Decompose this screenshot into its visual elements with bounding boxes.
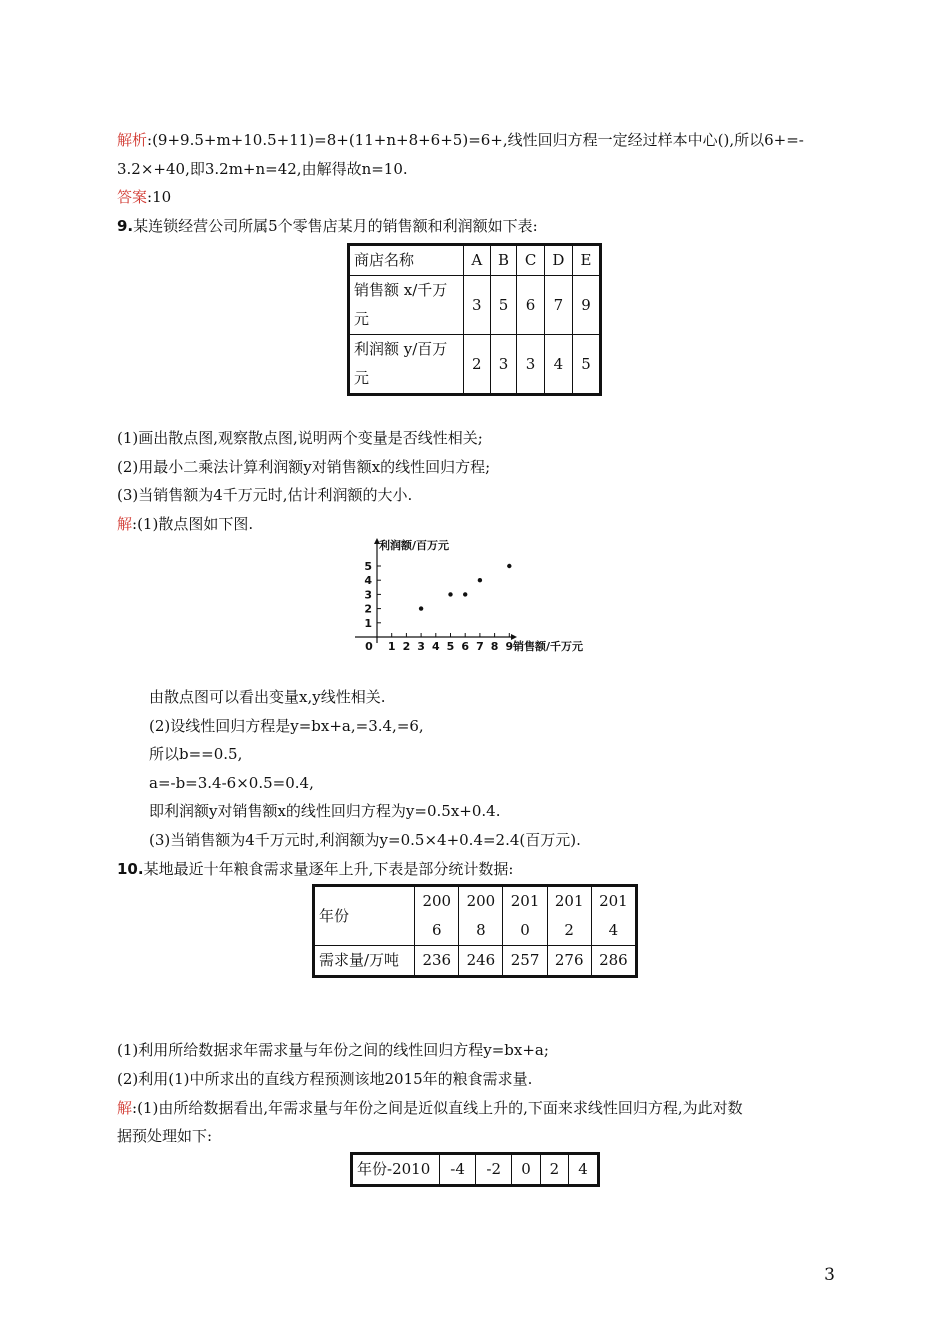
scatter-point: [448, 592, 452, 596]
table-header-cell: D: [544, 245, 572, 276]
analysis-line-1: [117, 129, 804, 151]
analysis-label: 解析: [117, 131, 148, 149]
table-header-cell: E: [572, 245, 600, 276]
row-label-profit: 利润额 y/百万元: [349, 335, 464, 395]
scatter-plot: [355, 534, 605, 659]
y-tick-label: 3: [364, 588, 372, 602]
analysis-line-2: 3.2×+40,即3.2m+n=42,由解得故n=10.: [117, 160, 408, 178]
x-tick-label: 5: [446, 640, 455, 653]
scatter-point: [463, 592, 467, 596]
table-cell: 246: [459, 946, 503, 977]
answer-value: :10: [147, 188, 172, 206]
table-cell: 5: [490, 276, 517, 335]
scatter-point: [478, 578, 482, 582]
scatter-point: [419, 606, 423, 610]
problem-10-statement: [117, 858, 513, 880]
problem-10-solution-label: 解: [117, 1099, 133, 1117]
answer-line: [117, 186, 171, 208]
grain-demand-table: [312, 884, 638, 978]
problem-10-text: 某地最近十年粮食需求量逐年上升,下表是部分统计数据:: [143, 860, 514, 878]
problem-10-number: 10.: [117, 860, 144, 878]
table-cell: 5: [572, 335, 600, 395]
year-cell: 2012: [547, 886, 591, 946]
solution-label: 解: [117, 515, 133, 533]
table-header-cell: A: [464, 245, 491, 276]
table-cell: 3: [490, 335, 517, 395]
year-cell: 2008: [459, 886, 503, 946]
answer-label: 答案: [117, 188, 148, 206]
table-cell: 9: [572, 276, 600, 335]
solution-first-text: :(1)散点图如下图.: [132, 515, 254, 533]
table-cell: 7: [544, 276, 572, 335]
problem-10-solution-line-1: [117, 1097, 743, 1119]
problem-9-solution-start: [117, 513, 253, 535]
table-header-cell: B: [490, 245, 517, 276]
table-cell: 3: [517, 335, 544, 395]
y-axis-label: 利润额/百万元: [379, 539, 450, 552]
problem-10-question-1: (1)利用所给数据求年需求量与年份之间的线性回归方程y=bx+a;: [117, 1041, 549, 1059]
problem-9-question-2: (2)用最小二乘法计算利润额y对销售额x的线性回归方程;: [117, 458, 491, 476]
table-cell: -2: [476, 1154, 512, 1186]
solution-line-5: 即利润额y对销售额x的线性回归方程为y=0.5x+0.4.: [149, 802, 501, 820]
problem-9-statement: [117, 215, 538, 237]
page-number: 3: [824, 1265, 835, 1285]
row-label-year-offset: 年份-2010: [352, 1154, 440, 1186]
year-cell: 2006: [415, 886, 459, 946]
x-tick-label: 1: [387, 640, 396, 653]
x-tick-label: 2: [402, 640, 411, 653]
year-cell: 2014: [591, 886, 636, 946]
problem-10-solution-line-2: 据预处理如下:: [117, 1127, 213, 1145]
table-cell: 2: [540, 1154, 568, 1186]
year-cell: 2010: [503, 886, 547, 946]
x-axis-label: 销售额/千万元: [513, 640, 584, 653]
x-tick-label: 8: [490, 640, 499, 653]
x-tick-label: 6: [461, 640, 470, 653]
table-cell: 257: [503, 946, 547, 977]
table-cell: 4: [569, 1154, 599, 1186]
preprocessed-table: [350, 1152, 600, 1187]
table-cell: 3: [464, 276, 491, 335]
x-tick-label: 0: [365, 640, 373, 653]
y-tick-label: 4: [364, 574, 372, 588]
solution-line-1: 由散点图可以看出变量x,y线性相关.: [149, 688, 386, 706]
table-cell: -4: [440, 1154, 476, 1186]
x-tick-label: 3: [417, 640, 425, 653]
table-header-cell: 商店名称: [349, 245, 464, 276]
table-header-cell: 年份: [314, 886, 415, 946]
y-tick-label: 1: [364, 616, 372, 630]
problem-9-text: 某连锁经营公司所属5个零售店某月的销售额和利润额如下表:: [133, 217, 538, 235]
table-cell: 276: [547, 946, 591, 977]
x-tick-label: 7: [476, 640, 484, 653]
x-tick-label: 4: [431, 640, 440, 653]
solution-line-3: 所以b==0.5,: [149, 745, 243, 763]
table-row: [314, 946, 637, 977]
analysis-text-1: :(9+9.5+m+10.5+11)=8+(11+n+8+6+5)=6+,线性回归方程一定经过样本中心(),所以6+=-: [147, 131, 804, 149]
table-header-cell: C: [517, 245, 544, 276]
table-row: [349, 276, 601, 335]
table-row: [349, 245, 601, 276]
table-row: [349, 335, 601, 395]
solution-line-6: (3)当销售额为4千万元时,利润额为y=0.5×4+0.4=2.4(百万元).: [149, 831, 581, 849]
table-row: [314, 886, 637, 946]
row-label-sales: 销售额 x/千万元: [349, 276, 464, 335]
problem-10-solution-text: :(1)由所给数据看出,年需求量与年份之间是近似直线上升的,下面来求线性回归方程,为此对数: [132, 1099, 743, 1117]
x-tick-label: 9: [505, 640, 514, 653]
scatter-point: [507, 564, 511, 568]
table-cell: 0: [512, 1154, 540, 1186]
problem-9-question-3: (3)当销售额为4千万元时,估计利润额的大小.: [117, 486, 413, 504]
table-cell: 6: [517, 276, 544, 335]
table-cell: 4: [544, 335, 572, 395]
y-tick-label: 2: [364, 602, 372, 616]
solution-line-4: a=-b=3.4-6×0.5=0.4,: [149, 774, 314, 792]
table-cell: 236: [415, 946, 459, 977]
table-cell: 2: [464, 335, 491, 395]
y-tick-label: 5: [364, 560, 372, 573]
row-label-demand: 需求量/万吨: [314, 946, 415, 977]
table-row: [352, 1154, 599, 1186]
problem-9-number: 9.: [117, 217, 134, 235]
table-cell: 286: [591, 946, 636, 977]
problem-10-question-2: (2)利用(1)中所求出的直线方程预测该地2015年的粮食需求量.: [117, 1070, 533, 1088]
problem-9-question-1: (1)画出散点图,观察散点图,说明两个变量是否线性相关;: [117, 429, 483, 447]
sales-profit-table: [347, 243, 602, 396]
solution-line-2: (2)设线性回归方程是y=bx+a,=3.4,=6,: [149, 717, 424, 735]
